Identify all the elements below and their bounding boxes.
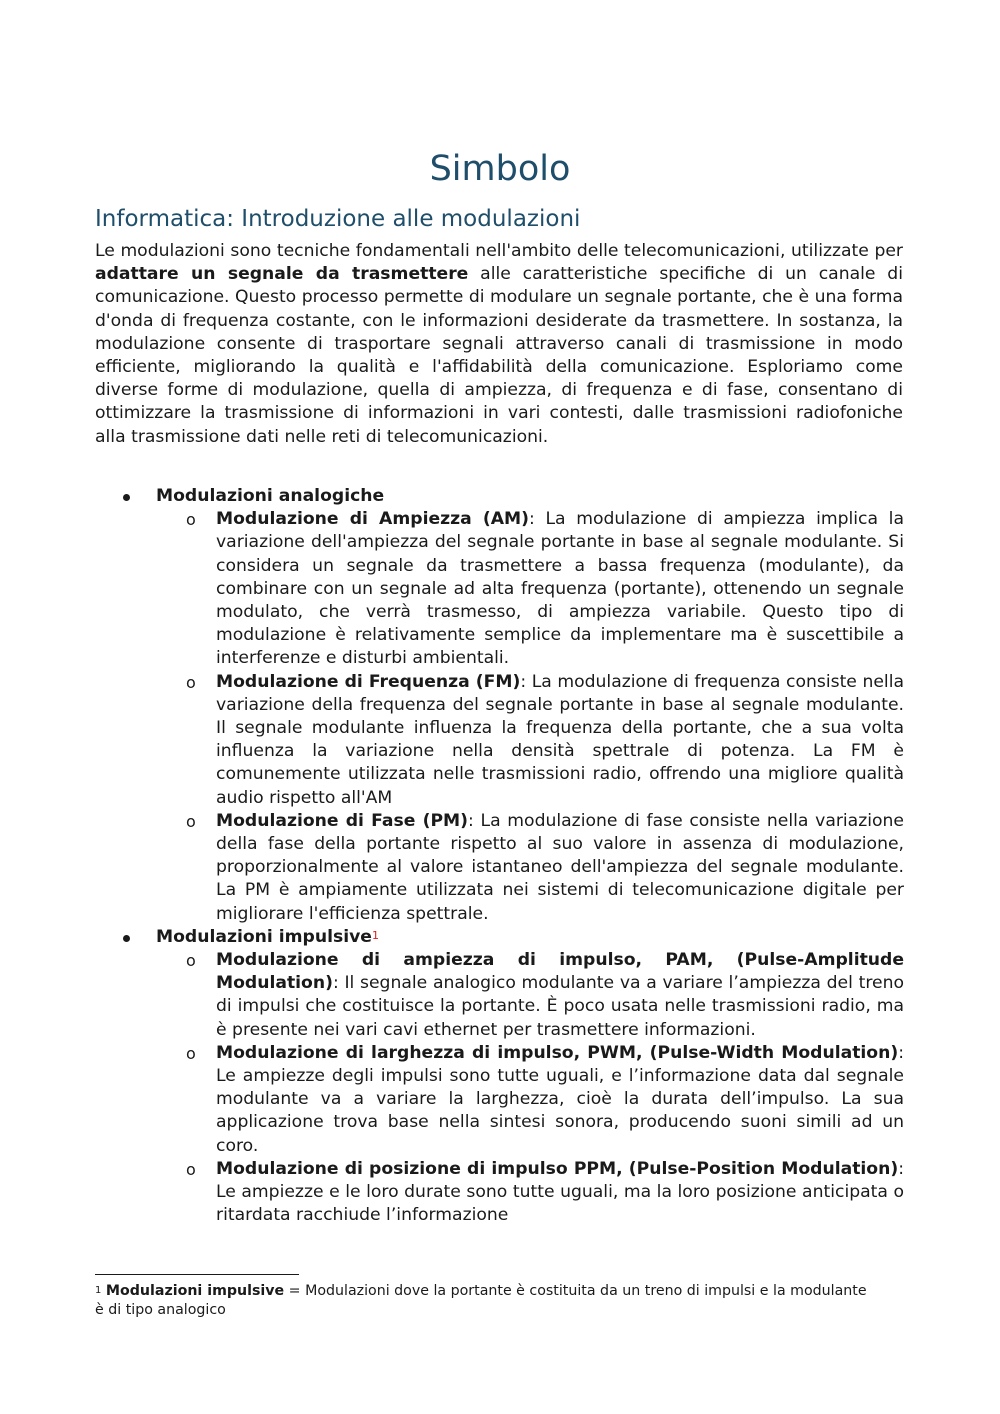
definition: : La modulazione di fase consiste nella variazione della fase della portante rispetto al suo valore in assenza di modulazione, proporzionalmente al valore istantaneo dell'ampiezza del segnale modulante. La PM è ampiamente utilizzata nei sistemi di telecomunicazione digitale per migliorare l'efficienza spettrale. xyxy=(216,810,904,924)
term: Modulazione di larghezza di impulso, PWM, (Pulse-Width Modulation) xyxy=(216,1042,899,1063)
sublist-item-pam xyxy=(156,949,904,1042)
bullet-icon xyxy=(123,935,130,942)
footnote-separator xyxy=(95,1274,299,1275)
circle-bullet-icon: o xyxy=(186,811,196,831)
footnote-text: = Modulazioni dove la portante è costituita da un treno di impulsi e la modulante è di tipo analogico xyxy=(95,1283,867,1318)
sublist-impulsive xyxy=(156,949,905,1227)
footnote xyxy=(95,1282,875,1320)
sublist-item-am xyxy=(156,508,904,670)
list-heading: Modulazioni analogiche xyxy=(156,486,385,506)
sublist-item-fm xyxy=(156,671,904,810)
list-heading: Modulazioni impulsive xyxy=(156,926,372,947)
sublist-item-ppm xyxy=(156,1158,904,1228)
sublist-item-pm xyxy=(156,810,904,926)
intro-text-start: Le modulazioni sono tecniche fondamentali nell'ambito delle telecomunicazioni, utilizzate per xyxy=(95,241,903,261)
document-title: Simbolo xyxy=(429,149,571,189)
definition: : Le ampiezze e le loro durate sono tutte uguali, ma la loro posizione anticipata o ritardata racchiude l’informazione xyxy=(216,1158,904,1226)
term: Modulazione di Fase (PM) xyxy=(216,810,469,831)
definition: : Il segnale analogico modulante va a variare l’ampiezza del treno di impulsi che costituisce la portante. È poco usata nelle trasmissioni radio, ma è presente nei vari cavi ethernet per trasmettere informazioni. xyxy=(216,973,904,1040)
footnote-term: Modulazioni impulsive xyxy=(105,1283,285,1299)
bullet-icon xyxy=(123,494,130,501)
term: Modulazione di ampiezza di impulso, PAM, (Pulse-Amplitude Modulation) xyxy=(216,950,904,994)
definition: : La modulazione di ampiezza implica la variazione dell'ampiezza del segnale portante in base al segnale modulante. Si considera un segnale da trasmettere a bassa frequenza (modulante), da combinare con un segnale ad alta frequenza (portante), ottenendo un segnale modulato, che verrà trasmesso, di ampiezza variabile. Questo tipo di modulazione è relativamente semplice da implementare ma è suscettibile a interferenze e disturbi ambientali. xyxy=(216,509,904,669)
modulation-list xyxy=(95,485,905,1228)
circle-bullet-icon: o xyxy=(186,510,196,530)
definition: : La modulazione di frequenza consiste nella variazione della frequenza del segnale portante in base al segnale modulante. Il segnale modulante influenza la frequenza della portante, che a sua volta influenza la variazione nella densità spettrale di potenza. La FM è comunemente utilizzata nelle trasmissioni radio, offrendo una migliore qualità audio rispetto all'AM xyxy=(216,671,904,808)
intro-paragraph xyxy=(95,240,903,449)
list-item-analog xyxy=(95,485,905,926)
definition: : Le ampiezze degli impulsi sono tutte uguali, e l’informazione data dal segnale modulante va a variare la larghezza, cioè la durata dell’impulso. La sua applicazione trova base nella sintesi sonora, producendo suoni simili ad un coro. xyxy=(216,1042,904,1156)
circle-bullet-icon: o xyxy=(186,672,196,692)
footnote-mark: 1 xyxy=(95,1285,102,1296)
term: Modulazione di Ampiezza (AM) xyxy=(216,509,530,530)
footnote-reference[interactable]: 1 xyxy=(371,928,379,942)
intro-emphasis: adattare un segnale da trasmettere xyxy=(95,264,469,285)
circle-bullet-icon: o xyxy=(186,1043,196,1063)
circle-bullet-icon: o xyxy=(186,1159,196,1179)
section-heading: Informatica: Introduzione alle modulazioni xyxy=(95,206,581,232)
intro-text-end: alle caratteristiche specifiche di un canale di comunicazione. Questo processo permette di modulare un segnale portante, che è una forma d'onda di frequenza costante, con le informazioni desiderate da trasmettere. In sostanza, la modulazione consente di trasportare segnali attraverso canali di trasmissione in modo efficiente, migliorando la qualità e l'affidabilità della comunicazione. Esploriamo come diverse forme di modulazione, quella di ampiezza, di frequenza e di fase, consentano di ottimizzare la trasmissione di informazioni in vari contesti, dalle trasmissioni radiofoniche alla trasmissione dati nelle reti di telecomunicazioni. xyxy=(95,264,903,447)
term: Modulazione di Frequenza (FM) xyxy=(216,671,521,692)
term: Modulazione di posizione di impulso PPM, (Pulse-Position Modulation) xyxy=(216,1158,899,1179)
sublist-item-pwm xyxy=(156,1042,904,1158)
sublist-analog xyxy=(156,508,905,926)
list-item-impulsive xyxy=(95,926,905,1228)
circle-bullet-icon: o xyxy=(186,951,196,971)
